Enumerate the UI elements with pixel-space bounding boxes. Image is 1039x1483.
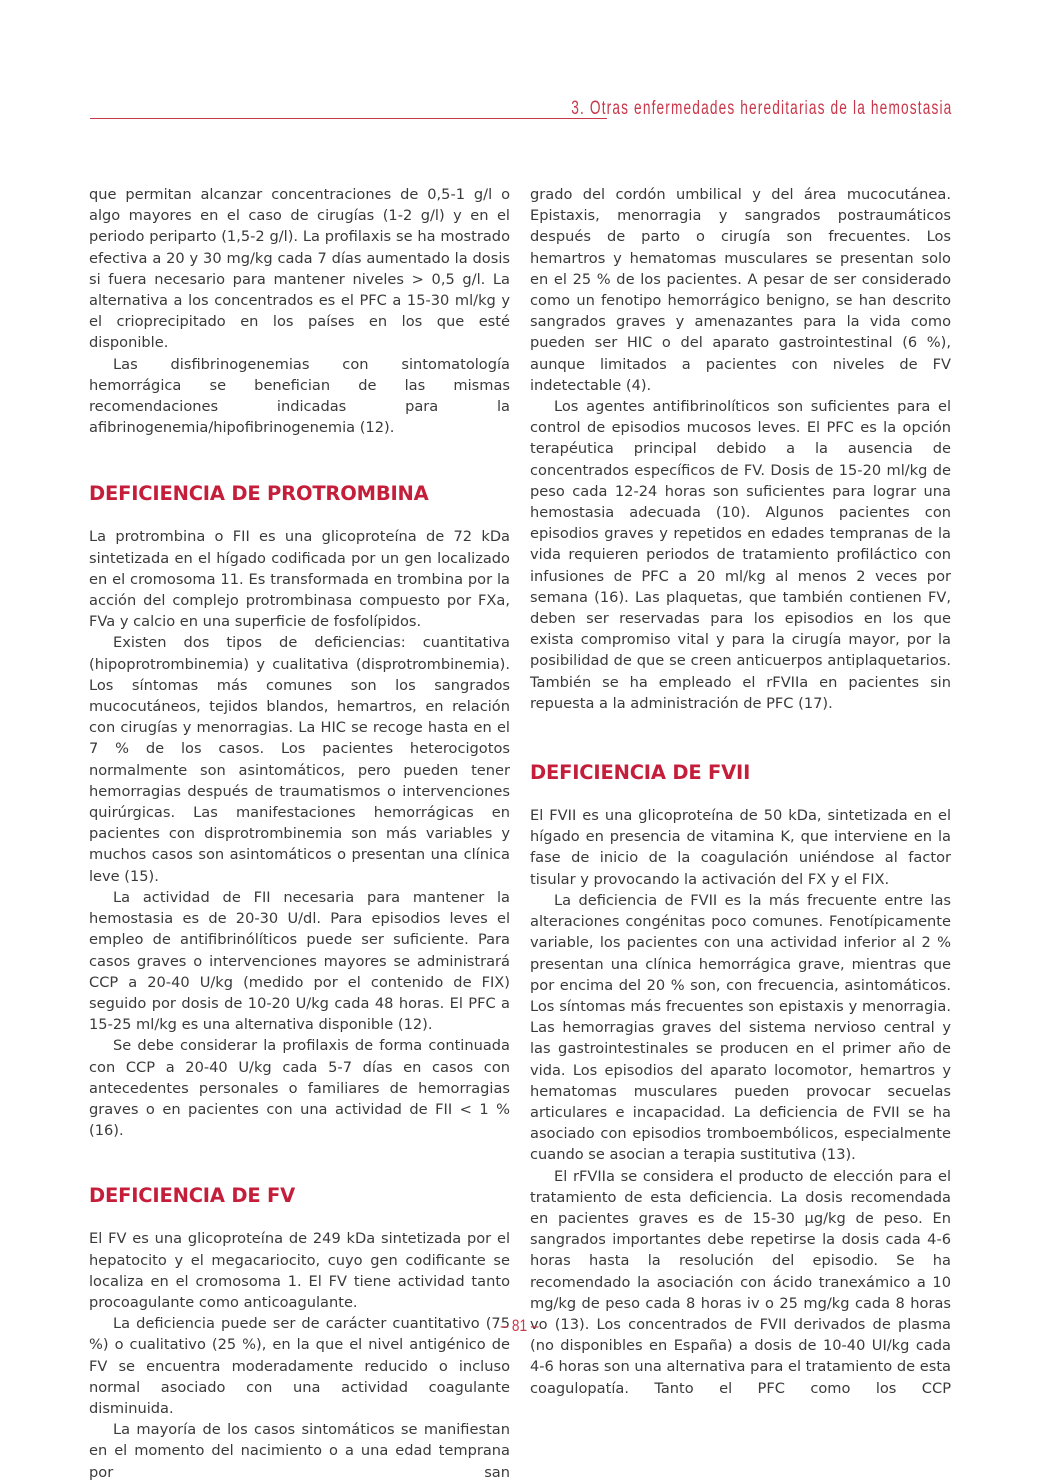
paragraph: que permitan alcanzar concentraciones de 0,5-1 g/l o algo mayores en el caso de cirugías (1-2 g/l) y en el periodo periparto (1,5-2 g/l). La profilaxis se ha mostrado efectiva a 20 y 30 mg/kg cada 7 días aumentado la dosis si fuera necesario para mantener niveles > 0,5 g/l. La alternativa a los concentrados es el PFC a 15-30 ml/kg y el crioprecipitado en los países en los que esté disponible. xyxy=(89,186,510,352)
running-header xyxy=(90,98,952,122)
paragraph: La deficiencia puede ser de carácter cuantitativo (75 %) o cualitativo (25 %), en la que el nivel antigénico de FV se encuentra moderadamente reducido o incluso normal asociado con una actividad coagulante disminuida. xyxy=(89,1315,510,1417)
page-number: – 81 – xyxy=(500,1316,539,1335)
paragraph: La deficiencia de FVII es la más frecuente entre las alteraciones congénitas poco comunes. Fenotípicamente variable, los pacientes con una actividad inferior al 2 % presentan una clínica hemorrágica grave, mientras que por encima del 20 % son, con frecuencia, asintomáticos. Los síntomas más frecuentes son epistaxis y menorragia. Las hemorragias graves del sistema nervioso central y las gastrointestinales se producen en el primer año de vida. Los episodios del aparato locomotor, hemartros y hematomas musculares pueden provocar secuelas articulares e incapacidad. La deficiencia de FVII se ha asociado con episodios tromboembólicos, especialmente cuando se asocian a terapia sustitutiva (13). xyxy=(530,891,951,1164)
paragraph: Se debe considerar la profilaxis de forma continuada con CCP a 20-40 U/kg cada 5-7 días en casos con antecedentes personales o familiares de hemorragias graves o en pacientes con una actividad de FII < 1 % (16). xyxy=(89,1037,510,1140)
paragraph: Las disfibrinogenemias con sintomatología hemorrágica se benefician de las mismas recomendaciones indicadas para la afibrinogenemia/hipofibrinogenemia (12). xyxy=(89,355,510,437)
paragraph: El FV es una glicoproteína de 249 kDa sintetizada por el hepatocito y el megacariocito, cuyo gen codificante se localiza en el cromosoma 1. El FV tiene actividad tanto procoagulante como anticoagulante. xyxy=(89,1230,510,1311)
header-rule xyxy=(90,118,607,119)
paragraph: La mayoría de los casos sintomáticos se manifiestan en el momento del nacimiento o a una edad temprana por san xyxy=(89,1421,510,1481)
running-title: 3. Otras enfermedades hereditarias de la hemostasia xyxy=(570,98,952,119)
section-heading-protrombina: DEFICIENCIA DE PROTROMBINA xyxy=(89,482,429,506)
paragraph: grado del cordón umbilical y del área mucocutánea. Epistaxis, menorragia y sangrados postraumáticos después de parto o cirugía son frecuentes. Los hemartros y hematomas musculares se presentan solo en el 25 % de los pacientes. A pesar de ser considerado como un fenotipo hemorrágico benigno, se han descrito sangrados graves y amenazantes para la vida como pueden ser HIC o del aparato gastrointestinal (6 %), aunque limitados a pacientes con niveles de FV indetectable (4). xyxy=(530,186,951,394)
paragraph: El FVII es una glicoproteína de 50 kDa, sintetizada en el hígado en presencia de vitamina K, que interviene en la fase de inicio de la coagulación uniéndose al factor tisular y provocando la activación del FX y el FIX. xyxy=(530,807,951,888)
section-heading-fvii: DEFICIENCIA DE FVII xyxy=(530,761,751,785)
paragraph: La protrombina o FII es una glicoproteína de 72 kDa sintetizada en el hígado codificada por un gen localizado en el cromosoma 11. Es transformada en trombina por la acción del complejo protrombinasa compuesto por FXa, FVa y calcio en una superficie de fosfolípidos. xyxy=(89,528,510,631)
paragraph: El rFVIIa se considera el producto de elección para el tratamiento de esta deficiencia. La dosis recomendada en pacientes graves es de 15-30 µg/kg de peso. En sangrados importantes debe repetirse la dosis cada 4-6 horas hasta la resolución del episodio. Se ha recomendado la asociación con ácido tranexámico a 10 mg/kg de peso cada 8 horas iv o 25 mg/kg cada 8 horas vo (13). Los concentrados de FVII derivados de plasma (no disponibles en España) a dosis de 10-40 UI/kg cada 4-6 horas son una alternativa para el tratamiento de esta coagulopatía. Tanto el PFC como los CCP xyxy=(530,1167,951,1397)
left-column xyxy=(89,184,510,1483)
paragraph: La actividad de FII necesaria para mantener la hemostasia es de 20-30 U/dl. Para episodios leves el empleo de antifibrinólíticos puede ser suficiente. Para casos graves o intervenciones mayores se administrará CCP a 20-40 U/kg (medido por el contenido de FIX) seguido por dosis de 10-20 U/kg cada 48 horas. El PFC a 15-25 ml/kg es una alternativa disponible (12). xyxy=(89,888,510,1034)
paragraph: Existen dos tipos de deficiencias: cuantitativa (hipoprotrombinemia) y cualitativa (disprotrombinemia). Los síntomas más comunes son los sangrados mucocutáneos, tejidos blandos, hemartros, en relación con cirugías y menorragias. La HIC se recoge hasta en el 7 % de los casos. Los pacientes heterocigotos normalmente son asintomáticos, pero pueden tener hemorragias después de traumatismos o intervenciones quirúrgicas. Las manifestaciones hemorrágicas en pacientes con disprotrombinemia son más variables y muchos casos son asintomáticos o presentan una clínica leve (15). xyxy=(89,634,510,885)
section-heading-fv: DEFICIENCIA DE FV xyxy=(89,1184,296,1208)
right-column xyxy=(530,184,951,1399)
paragraph: Los agentes antifibrinolíticos son suficientes para el control de episodios mucosos leves. El PFC es la opción terapéutica principal debido a la ausencia de concentrados específicos de FV. Dosis de 15-20 ml/kg de peso cada 12-24 horas son suficientes para lograr una hemostasia adecuada (10). Algunos pacientes con episodios graves y repetidos en edades tempranas de la vida requieren periodos de tratamiento profiláctico con infusiones de PFC a 20 ml/kg al menos 2 veces por semana (16). Las plaquetas, que también contienen FV, deben ser reservadas para los episodios en los que exista compromiso vital y para la cirugía mayor, por la posibilidad de que se creen anticuerpos antiplaquetarios. También se ha empleado el rFVIIa en pacientes sin repuesta a la administración de PFC (17). xyxy=(530,398,951,712)
